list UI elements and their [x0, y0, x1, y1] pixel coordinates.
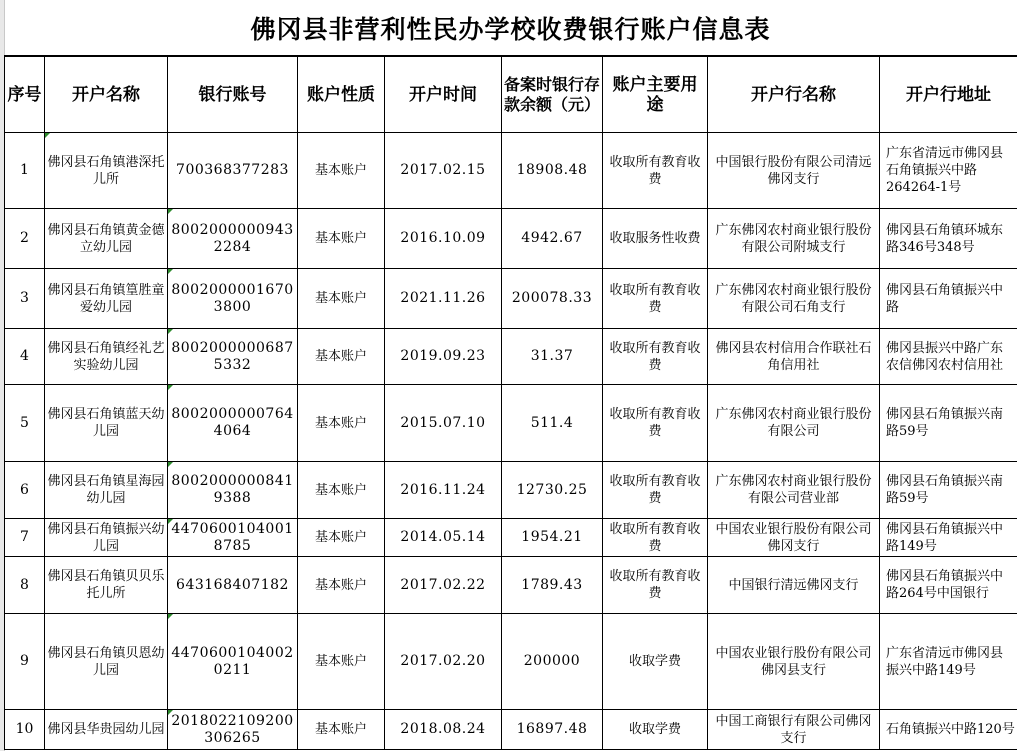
header-bank[interactable]: 开户行名称: [708, 57, 880, 133]
cell-account[interactable]: 44706001040018785: [168, 519, 298, 557]
cell-date[interactable]: 2019.09.23: [385, 329, 502, 385]
cell-account[interactable]: 643168407182: [168, 557, 298, 614]
cell-usage[interactable]: 收取所有教育收费: [603, 519, 708, 557]
cell-idx[interactable]: 3: [5, 269, 45, 329]
cell-account[interactable]: 80020000009432284: [168, 209, 298, 269]
cell-bank[interactable]: 广东佛冈农村商业银行股份有限公司附城支行: [708, 209, 880, 269]
cell-bank[interactable]: 中国银行清远佛冈支行: [708, 557, 880, 614]
cell-name[interactable]: 佛冈县华贵园幼儿园: [45, 710, 168, 750]
cell-usage[interactable]: 收取服务性收费: [603, 209, 708, 269]
cell-date[interactable]: 2017.02.15: [385, 133, 502, 209]
cell-usage[interactable]: 收取所有教育收费: [603, 269, 708, 329]
cell-address[interactable]: 佛冈县振兴中路广东农信佛冈农村信用社: [880, 329, 1017, 385]
cell-account[interactable]: 44706001040020211: [168, 614, 298, 710]
table-row: [5, 557, 1017, 614]
cell-date[interactable]: 2018.08.24: [385, 710, 502, 750]
cell-date[interactable]: 2016.10.09: [385, 209, 502, 269]
header-address[interactable]: 开户行地址: [880, 57, 1017, 133]
cell-balance[interactable]: 12730.25: [502, 462, 603, 519]
cell-address[interactable]: 佛冈县石角镇振兴南路59号: [880, 385, 1017, 462]
cell-name[interactable]: 佛冈县石角镇港深托儿所: [45, 133, 168, 209]
cell-bank[interactable]: 佛冈县农村信用合作联社石角信用社: [708, 329, 880, 385]
cell-date[interactable]: 2016.11.24: [385, 462, 502, 519]
cell-account[interactable]: 80020000007644064: [168, 385, 298, 462]
cell-balance[interactable]: 4942.67: [502, 209, 603, 269]
cell-address[interactable]: 石角镇振兴中路120号: [880, 710, 1017, 750]
cell-address[interactable]: 佛冈县石角镇振兴中路264号中国银行: [880, 557, 1017, 614]
header-date[interactable]: 开户时间: [385, 57, 502, 133]
cell-type[interactable]: 基本账户: [298, 269, 385, 329]
cell-name[interactable]: 佛冈县石角镇经礼艺实验幼儿园: [45, 329, 168, 385]
header-idx[interactable]: 序号: [5, 57, 45, 133]
header-type[interactable]: 账户性质: [298, 57, 385, 133]
table-row: [5, 710, 1017, 750]
header-balance[interactable]: 备案时银行存款余额（元）: [502, 57, 603, 133]
cell-idx[interactable]: 7: [5, 519, 45, 557]
cell-idx[interactable]: 8: [5, 557, 45, 614]
cell-usage[interactable]: 收取学费: [603, 614, 708, 710]
cell-account[interactable]: 80020000006875332: [168, 329, 298, 385]
account-table: [4, 56, 1017, 750]
cell-bank[interactable]: 广东佛冈农村商业银行股份有限公司营业部: [708, 462, 880, 519]
cell-usage[interactable]: 收取所有教育收费: [603, 329, 708, 385]
cell-bank[interactable]: 广东佛冈农村商业银行股份有限公司石角支行: [708, 269, 880, 329]
cell-balance[interactable]: 31.37: [502, 329, 603, 385]
cell-type[interactable]: 基本账户: [298, 519, 385, 557]
cell-name[interactable]: 佛冈县石角镇贝贝乐托儿所: [45, 557, 168, 614]
cell-address[interactable]: 佛冈县石角镇振兴中路: [880, 269, 1017, 329]
table-row: [5, 614, 1017, 710]
header-usage[interactable]: 账户主要用途: [603, 57, 708, 133]
table-row: [5, 385, 1017, 462]
table-row: [5, 209, 1017, 269]
cell-name[interactable]: 佛冈县石角镇蓝天幼儿园: [45, 385, 168, 462]
cell-idx[interactable]: 10: [5, 710, 45, 750]
cell-bank[interactable]: 中国工商银行有限公司佛冈支行: [708, 710, 880, 750]
cell-date[interactable]: 2017.02.22: [385, 557, 502, 614]
table-row: [5, 269, 1017, 329]
cell-idx[interactable]: 6: [5, 462, 45, 519]
cell-date[interactable]: 2015.07.10: [385, 385, 502, 462]
cell-name[interactable]: 佛冈县石角镇贝恩幼儿园: [45, 614, 168, 710]
cell-idx[interactable]: 5: [5, 385, 45, 462]
table-row: [5, 462, 1017, 519]
table-row: [5, 329, 1017, 385]
cell-balance[interactable]: 18908.48: [502, 133, 603, 209]
cell-address[interactable]: 广东省清远市佛冈县振兴中路149号: [880, 614, 1017, 710]
header-name[interactable]: 开户名称: [45, 57, 168, 133]
cell-name[interactable]: 佛冈县石角镇星海园幼儿园: [45, 462, 168, 519]
cell-bank[interactable]: 中国银行股份有限公司清远佛冈支行: [708, 133, 880, 209]
cell-usage[interactable]: 收取所有教育收费: [603, 385, 708, 462]
cell-address[interactable]: 佛冈县石角镇振兴中路149号: [880, 519, 1017, 557]
cell-type[interactable]: 基本账户: [298, 614, 385, 710]
header-row: [5, 57, 1017, 133]
cell-account[interactable]: 80020000008419388: [168, 462, 298, 519]
header-account[interactable]: 银行账号: [168, 57, 298, 133]
cell-name[interactable]: 佛冈县石角镇篁胜童爱幼儿园: [45, 269, 168, 329]
table-row: [5, 133, 1017, 209]
cell-type[interactable]: 基本账户: [298, 462, 385, 519]
table-row: [5, 519, 1017, 557]
cell-date[interactable]: 2021.11.26: [385, 269, 502, 329]
cell-usage[interactable]: 收取所有教育收费: [603, 462, 708, 519]
cell-name[interactable]: 佛冈县石角镇振兴幼儿园: [45, 519, 168, 557]
table-title: 佛冈县非营利性民办学校收费银行账户信息表: [4, 0, 1017, 56]
cell-type[interactable]: 基本账户: [298, 557, 385, 614]
cell-balance[interactable]: 1954.21: [502, 519, 603, 557]
cell-balance[interactable]: 16897.48: [502, 710, 603, 750]
cell-date[interactable]: 2014.05.14: [385, 519, 502, 557]
cell-type[interactable]: 基本账户: [298, 209, 385, 269]
cell-balance[interactable]: 511.4: [502, 385, 603, 462]
cell-date[interactable]: 2017.02.20: [385, 614, 502, 710]
cell-address[interactable]: 佛冈县石角镇振兴南路59号: [880, 462, 1017, 519]
cell-balance[interactable]: 1789.43: [502, 557, 603, 614]
cell-account[interactable]: 2018022109200306265: [168, 710, 298, 750]
cell-bank[interactable]: 中国农业银行股份有限公司佛冈支行: [708, 519, 880, 557]
cell-usage[interactable]: 收取所有教育收费: [603, 557, 708, 614]
cell-usage[interactable]: 收取所有教育收费: [603, 133, 708, 209]
cell-account[interactable]: 80020000016703800: [168, 269, 298, 329]
cell-address[interactable]: 广东省清远市佛冈县石角镇振兴中路264264-1号: [880, 133, 1017, 209]
cell-name[interactable]: 佛冈县石角镇黄金德立幼儿园: [45, 209, 168, 269]
cell-bank[interactable]: 中国农业银行股份有限公司佛冈县支行: [708, 614, 880, 710]
cell-balance[interactable]: 200078.33: [502, 269, 603, 329]
cell-type[interactable]: 基本账户: [298, 133, 385, 209]
cell-type[interactable]: 基本账户: [298, 385, 385, 462]
cell-idx[interactable]: 4: [5, 329, 45, 385]
cell-idx[interactable]: 9: [5, 614, 45, 710]
cell-account[interactable]: 700368377283: [168, 133, 298, 209]
cell-address[interactable]: 佛冈县石角镇环城东路346号348号: [880, 209, 1017, 269]
cell-balance[interactable]: 200000: [502, 614, 603, 710]
cell-idx[interactable]: 1: [5, 133, 45, 209]
cell-idx[interactable]: 2: [5, 209, 45, 269]
cell-bank[interactable]: 广东佛冈农村商业银行股份有限公司: [708, 385, 880, 462]
cell-type[interactable]: 基本账户: [298, 329, 385, 385]
cell-type[interactable]: 基本账户: [298, 710, 385, 750]
cell-usage[interactable]: 收取学费: [603, 710, 708, 750]
